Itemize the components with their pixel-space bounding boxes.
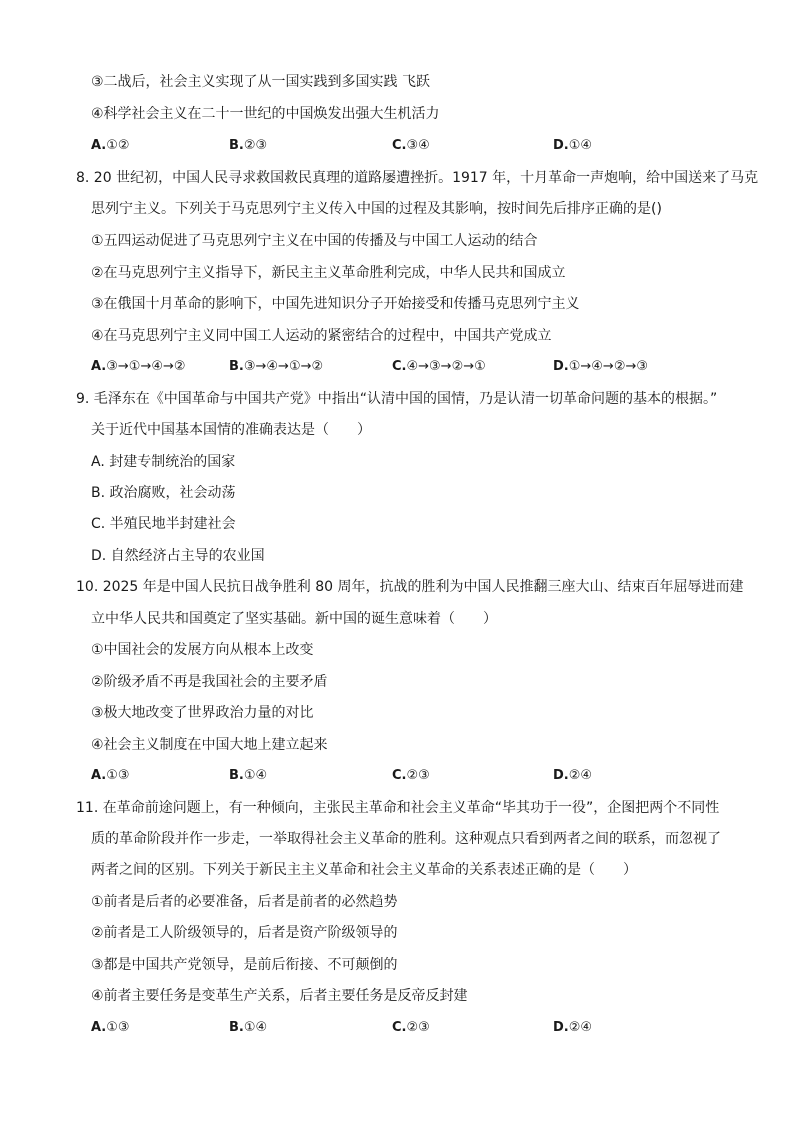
q10-option-4: ④社会主义制度在中国大地上建立起来 — [91, 737, 328, 753]
q8-choice-b[interactable]: B.③→④→①→② — [229, 359, 324, 374]
q10-choice-a[interactable]: A.①③ — [91, 768, 130, 783]
q7-choice-d[interactable]: D.①④ — [553, 138, 593, 153]
q10-option-3: ③极大地改变了世界政治力量的对比 — [91, 705, 314, 721]
q11-choice-a[interactable]: A.①③ — [91, 1020, 130, 1035]
q8-choice-c[interactable]: C.④→③→②→① — [392, 359, 486, 374]
q7-choice-a[interactable]: A.①② — [91, 138, 130, 153]
q11-stem-line-3: 两者之间的区别。下列关于新民主主义革命和社会主义革命的关系表述正确的是（ ） — [91, 862, 637, 878]
q11-option-1: ①前者是后者的必要准备，后者是前者的必然趋势 — [91, 894, 398, 910]
q11-option-2: ②前者是工人阶级领导的，后者是资产阶级领导的 — [91, 925, 398, 941]
q7-option-3: ③二战后，社会主义实现了从一国实践到多国实践 飞跃 — [91, 74, 430, 90]
q8-choice-a[interactable]: A.③→①→④→② — [91, 359, 186, 374]
q8-option-3: ③在俄国十月革命的影响下，中国先进知识分子开始接受和传播马克思列宁主义 — [91, 296, 580, 312]
q11-option-4: ④前者主要任务是变革生产关系，后者主要任务是反帝反封建 — [91, 988, 468, 1004]
q10-option-1: ①中国社会的发展方向从根本上改变 — [91, 642, 314, 658]
q7-choice-b[interactable]: B.②③ — [229, 138, 268, 153]
q11-choice-d[interactable]: D.②④ — [553, 1020, 593, 1035]
q10-stem-line-1: 10. 2025 年是中国人民抗日战争胜利 80 周年，抗战的胜利为中国人民推翻三座大山、结束百年屈辱进而建 — [76, 579, 744, 595]
q11-choice-c[interactable]: C.②③ — [392, 1020, 430, 1035]
q11-stem-line-2: 质的革命阶段并作一步走，一举取得社会主义革命的胜利。这种观点只看到两者之间的联系，而忽视了 — [91, 831, 721, 847]
q11-stem-line-1: 11. 在革命前途问题上，有一种倾向，主张民主革命和社会主义革命“毕其功于一役”，企图把两个不同性 — [76, 800, 720, 816]
q9-option-a[interactable]: A. 封建专制统治的国家 — [91, 454, 236, 470]
q8-choice-d[interactable]: D.①→④→②→③ — [553, 359, 649, 374]
q8-stem-line-1: 8. 20 世纪初，中国人民寻求救国救民真理的道路屡遭挫折。1917 年，十月革命一声炮响，给中国送来了马克 — [76, 170, 759, 186]
q8-stem-line-2: 思列宁主义。下列关于马克思列宁主义传入中国的过程及其影响，按时间先后排序正确的是() — [91, 201, 662, 217]
q10-option-2: ②阶级矛盾不再是我国社会的主要矛盾 — [91, 674, 328, 690]
q9-option-c[interactable]: C. 半殖民地半封建社会 — [91, 516, 236, 532]
q11-option-3: ③都是中国共产党领导，是前后衔接、不可颠倒的 — [91, 957, 398, 973]
q8-option-1: ①五四运动促进了马克思列宁主义在中国的传播及与中国工人运动的结合 — [91, 233, 538, 249]
q11-choice-b[interactable]: B.①④ — [229, 1020, 268, 1035]
q10-choice-c[interactable]: C.②③ — [392, 768, 430, 783]
q8-option-4: ④在马克思列宁主义同中国工人运动的紧密结合的过程中，中国共产党成立 — [91, 328, 552, 344]
q9-stem-line-1: 9. 毛泽东在《中国革命与中国共产党》中指出“认清中国的国情，乃是认清一切革命问题的基本的根据。” — [76, 391, 718, 407]
q9-option-b[interactable]: B. 政治腐败，社会动荡 — [91, 485, 236, 501]
q7-option-4: ④科学社会主义在二十一世纪的中国焕发出强大生机活力 — [91, 106, 440, 122]
q8-option-2: ②在马克思列宁主义指导下，新民主主义革命胜利完成，中华人民共和国成立 — [91, 265, 566, 281]
q9-option-d[interactable]: D. 自然经济占主导的农业国 — [91, 548, 265, 564]
q7-choice-c[interactable]: C.③④ — [392, 138, 430, 153]
q9-stem-line-2: 关于近代中国基本国情的准确表达是（ ） — [91, 422, 371, 438]
q10-choice-b[interactable]: B.①④ — [229, 768, 268, 783]
q10-stem-line-2: 立中华人民共和国奠定了坚实基础。新中国的诞生意味着（ ） — [91, 611, 497, 627]
q10-choice-d[interactable]: D.②④ — [553, 768, 593, 783]
